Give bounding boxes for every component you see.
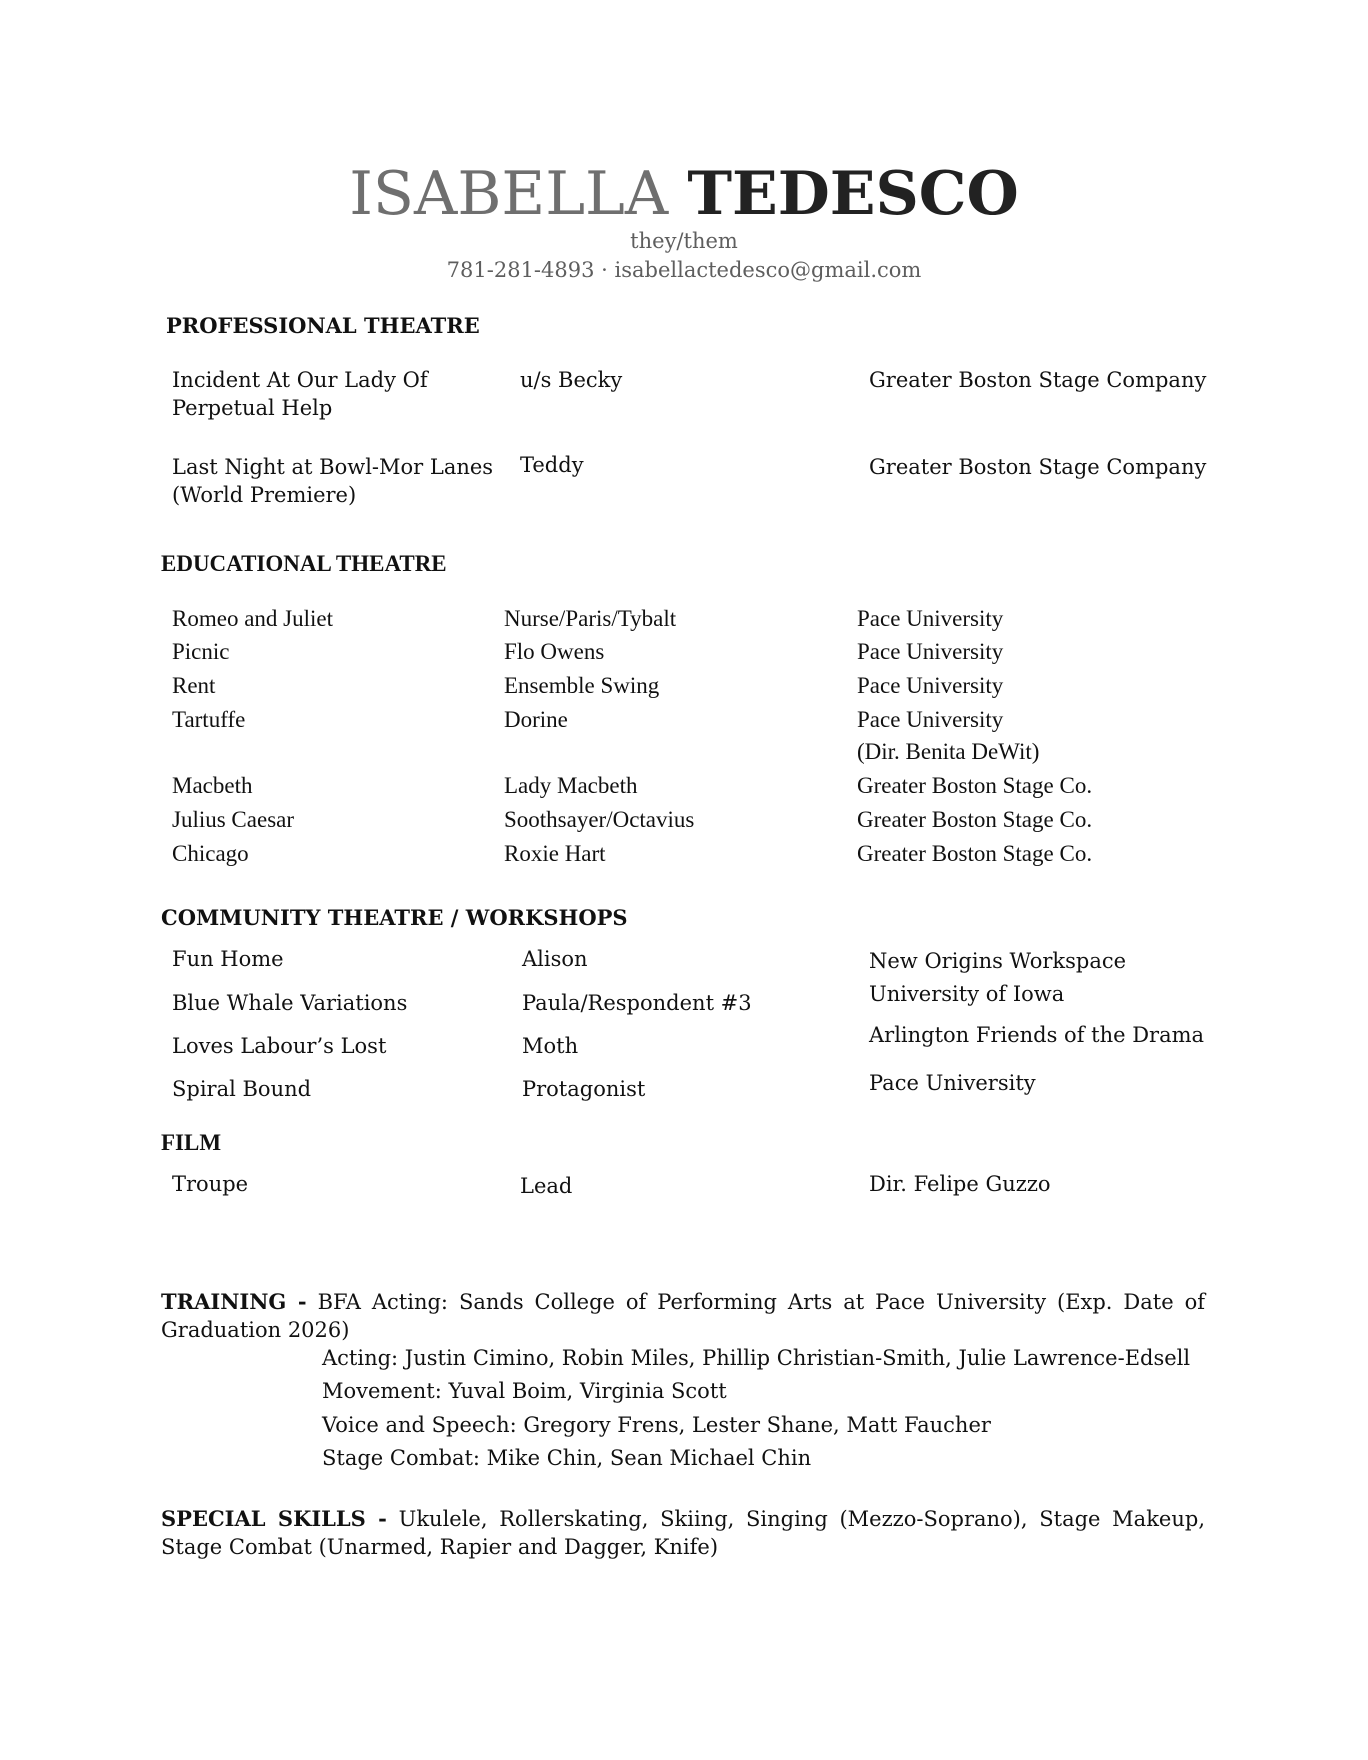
company: Pace University bbox=[857, 707, 1004, 732]
show-title: Troupe bbox=[172, 1172, 249, 1196]
company: Pace University bbox=[857, 673, 1004, 698]
section-heading-educational: EDUCATIONAL THEATRE bbox=[161, 551, 447, 576]
training-line: Acting: Justin Cimino, Robin Miles, Phillip Christian-Smith, Julie Lawrence-Edsell bbox=[322, 1346, 1191, 1370]
company: Pace University bbox=[857, 606, 1004, 631]
first-name: ISABELLA bbox=[349, 159, 669, 229]
company: Greater Boston Stage Company bbox=[869, 455, 1207, 479]
special-skills bbox=[161, 1505, 1205, 1561]
company: University of Iowa bbox=[869, 982, 1065, 1006]
training-label: TRAINING - bbox=[161, 1289, 307, 1314]
role: Protagonist bbox=[522, 1077, 646, 1101]
company: Dir. Felipe Guzzo bbox=[869, 1172, 1051, 1196]
company: Pace University bbox=[869, 1071, 1036, 1095]
show-title-continued: (World Premiere) bbox=[172, 483, 357, 507]
role: Teddy bbox=[520, 453, 584, 477]
show-title-continued: Perpetual Help bbox=[172, 396, 333, 420]
role: Roxie Hart bbox=[504, 841, 606, 866]
role: Moth bbox=[522, 1034, 579, 1058]
skills-label: SPECIAL SKILLS - bbox=[161, 1506, 387, 1531]
last-name: TEDESCO bbox=[687, 159, 1019, 229]
show-title: Last Night at Bowl-Mor Lanes bbox=[172, 455, 494, 479]
show-title: Incident At Our Lady Of bbox=[172, 368, 428, 392]
show-title: Tartuffe bbox=[172, 707, 246, 732]
role: Alison bbox=[522, 947, 588, 971]
show-title: Macbeth bbox=[172, 773, 253, 798]
role: Ensemble Swing bbox=[504, 673, 660, 698]
training-summary bbox=[161, 1288, 1205, 1344]
training-line: Voice and Speech: Gregory Frens, Lester Shane, Matt Faucher bbox=[322, 1413, 991, 1437]
section-heading-professional: PROFESSIONAL THEATRE bbox=[166, 313, 480, 338]
company: Pace University bbox=[857, 639, 1004, 664]
show-title: Fun Home bbox=[172, 947, 284, 971]
show-title: Chicago bbox=[172, 841, 249, 866]
company: Greater Boston Stage Co. bbox=[857, 807, 1093, 832]
section-heading-community: COMMUNITY THEATRE / WORKSHOPS bbox=[161, 905, 628, 930]
role: Paula/Respondent #3 bbox=[522, 991, 752, 1015]
company: New Origins Workspace bbox=[869, 949, 1127, 973]
training-degree: BFA Acting: Sands College of Performing Arts at Pace University (Exp. Date of Graduation 2026) bbox=[161, 1290, 1206, 1342]
role: Lead bbox=[520, 1174, 573, 1198]
contact-line: 781-281-4893 · isabellactedesco@gmail.com bbox=[446, 258, 922, 282]
show-title: Blue Whale Variations bbox=[172, 991, 408, 1015]
company: Arlington Friends of the Drama bbox=[869, 1023, 1205, 1047]
pronouns: they/them bbox=[630, 229, 738, 253]
show-title: Julius Caesar bbox=[172, 807, 295, 832]
training-line: Movement: Yuval Boim, Virginia Scott bbox=[322, 1379, 727, 1403]
company: Greater Boston Stage Co. bbox=[857, 841, 1093, 866]
role: u/s Becky bbox=[520, 368, 623, 392]
role: Soothsayer/Octavius bbox=[504, 807, 695, 832]
company: Greater Boston Stage Co. bbox=[857, 773, 1093, 798]
director-note: (Dir. Benita DeWit) bbox=[857, 739, 1040, 764]
skills-list: Ukulele, Rollerskating, Skiing, Singing (Mezzo-Soprano), Stage Makeup, Stage Combat (Unarmed, Rapier and Dagger, Knife) bbox=[161, 1507, 1205, 1559]
show-title: Romeo and Juliet bbox=[172, 606, 333, 631]
show-title: Picnic bbox=[172, 639, 230, 664]
show-title: Rent bbox=[172, 673, 216, 698]
section-heading-film: FILM bbox=[161, 1130, 222, 1155]
resume-name bbox=[0, 158, 1368, 230]
show-title: Spiral Bound bbox=[172, 1077, 312, 1101]
role: Flo Owens bbox=[504, 639, 605, 664]
role: Nurse/Paris/Tybalt bbox=[504, 606, 677, 631]
show-title: Loves Labour’s Lost bbox=[172, 1034, 387, 1058]
role: Dorine bbox=[504, 707, 568, 732]
company: Greater Boston Stage Company bbox=[869, 368, 1207, 392]
role: Lady Macbeth bbox=[504, 773, 638, 798]
training-line: Stage Combat: Mike Chin, Sean Michael Chin bbox=[322, 1446, 812, 1470]
